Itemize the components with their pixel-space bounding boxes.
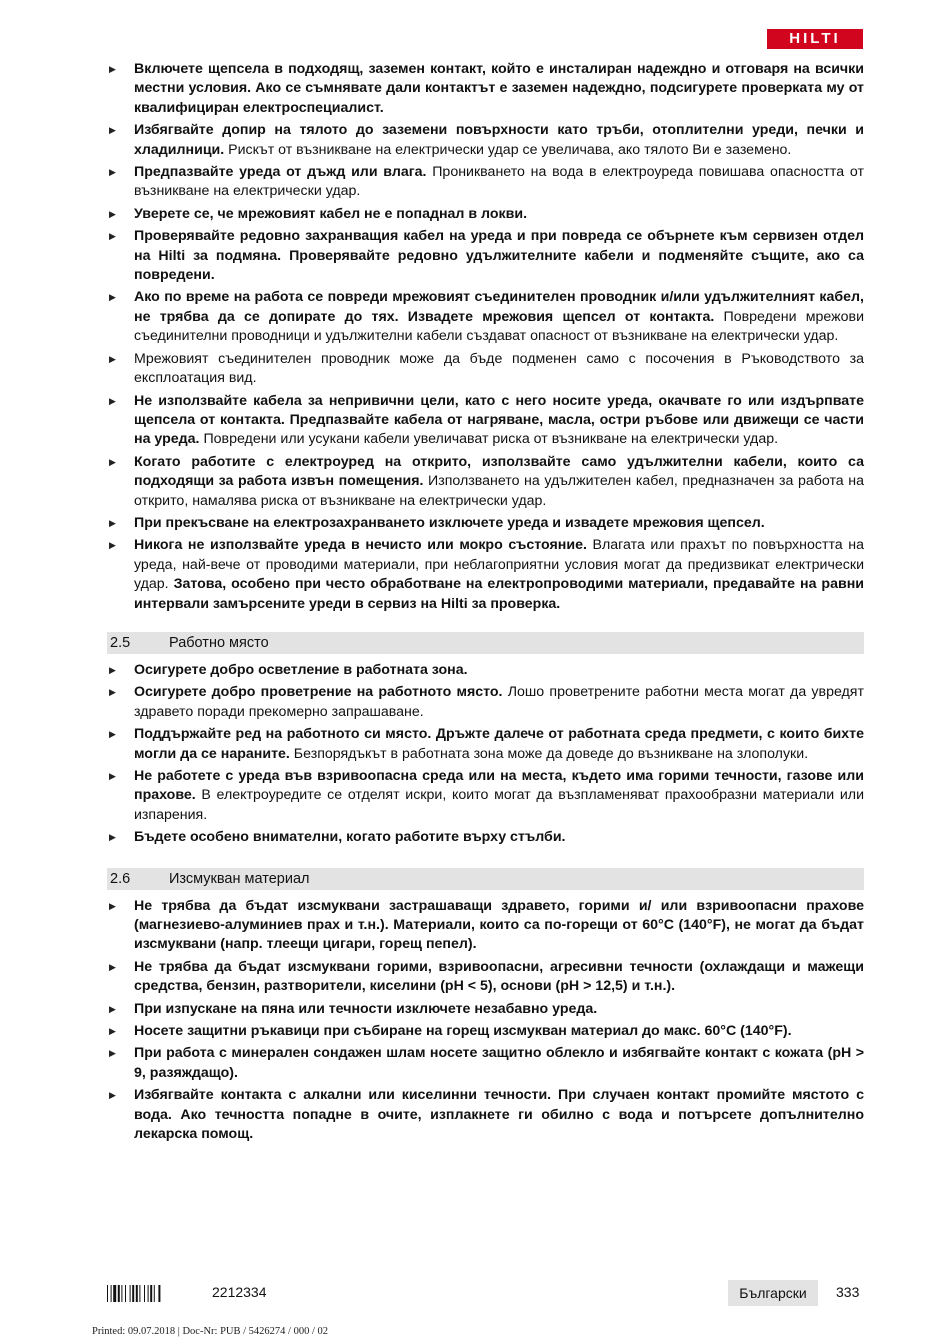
triangle-right-icon: ▶: [109, 900, 116, 911]
item-bold-text: Включете щепсела в подходящ, заземен контакт, който е инсталиран надеждно и отговаря на всички местни условия. Ако се съмнявате дали контактът е заземен надеждно, подсигурете проверката му от квалифициран електроспециалист.: [134, 61, 864, 116]
item-bold-text: При работа с минерален сондажен шлам носете защитно облекло и избягвайте контакт с кожата (pH > 9, разяждащо).: [134, 1045, 864, 1081]
list-item: [107, 60, 864, 118]
list-item: [107, 227, 864, 285]
list-item: [107, 163, 864, 202]
triangle-right-icon: ▶: [109, 208, 116, 219]
item-bold-text: Когато работите с електроуред на открито, използвайте само удължителни кабели, които са подходящи за работа извън помещения.: [134, 453, 864, 490]
section-title: Изсмукван материал: [169, 870, 310, 887]
triangle-right-icon: ▶: [109, 395, 116, 406]
triangle-right-icon: ▶: [109, 64, 116, 74]
barcode-icon: [107, 1285, 191, 1302]
item-bold-text: Не използвайте кабела за непривични цели, като с него носите уреда, окачвате го или издърпвате щепсела от контакта. Предпазвайте кабела от нагряване, масла, остри ръбове или движещи се части на уреда.: [134, 392, 864, 448]
item-text: Повредени или усукани кабели увеличават риска от възникване на електрически удар.: [199, 431, 779, 448]
item-bold-text: Предпазвайте уреда от дъжд или влага.: [134, 164, 427, 181]
list-item: [107, 725, 864, 764]
item-bold-text: Не трябва да бъдат изсмуквани застрашаващи здравето, горими и/ или взривоопасни прахове (магнезиево-алуминиев прах и т.н.). Материали, които са по-горещи от 60°C (140°F), не могат да бъдат изсмуквани (напр. тлеещи цигари, горещ пепел).: [134, 897, 864, 953]
logo-text: HILTI: [789, 30, 841, 47]
item-text: Повредени мрежови съединителни проводници и удължителни кабели създават опасност от възникване на електрически удар.: [134, 308, 864, 345]
page-number: 333: [836, 1284, 860, 1300]
item-text: Проникването на вода в електроуреда повишава опасността от възникване на електрически удар.: [134, 164, 864, 200]
language-label: Български: [728, 1280, 818, 1306]
list-item: [107, 767, 864, 825]
triangle-right-icon: ▶: [109, 125, 116, 136]
triangle-right-icon: ▶: [109, 1026, 116, 1037]
item-text: Влагата или прахът по повърхността на уреда, най-вече от проводими материали, при неблагоприятни условия могат да предизвикат електрически удар.: [134, 537, 864, 593]
item-bold-text: Носете защитни ръкавици при събиране на горещ изсмукван материал до макс. 60°C (140°F).: [134, 1023, 792, 1040]
list-item: [107, 205, 864, 224]
triangle-right-icon: ▶: [109, 1048, 116, 1059]
list-item: [107, 661, 864, 680]
list-item: [107, 828, 864, 847]
list-item: [107, 683, 864, 722]
item-text: Лошо проветрените работни места могат да увредят здравето поради прекомерно запрашаване.: [134, 684, 864, 720]
triangle-right-icon: ▶: [109, 771, 116, 781]
item-text: Използването на удължителен кабел, предназначен за работа на открито, намалява риска от възникване на електрически удар.: [134, 473, 864, 509]
item-bold-text: Осигурете добро проветрение на работното място.: [134, 684, 503, 701]
triangle-right-icon: ▶: [109, 353, 116, 364]
hilti-logo: [767, 29, 863, 49]
triangle-right-icon: ▶: [109, 167, 116, 178]
item-bold-text: Поддържайте ред на работното си място. Дръжте далече от работната среда предмети, с които бихте могли да се нараните.: [134, 726, 864, 762]
workplace-bullet-list: [107, 661, 864, 848]
section-header-2-5: [107, 632, 864, 654]
item-bold-text: Избягвайте допир на тялото до заземени повърхности като тръби, отоплителни уреди, печки и хладилници.: [134, 122, 864, 158]
triangle-right-icon: ▶: [109, 517, 116, 528]
item-bold-text: Затова, особено при често обработване на електропроводими материали, предавайте на равни интервали замърсените уреди в сервиз на Hilti за проверка.: [134, 576, 864, 612]
item-text: Безпорядъкът в работната зона може да доведе до възникване на злополуки.: [289, 745, 809, 762]
section-header-2-6: [107, 868, 864, 890]
triangle-right-icon: ▶: [109, 456, 116, 467]
triangle-right-icon: ▶: [109, 832, 116, 843]
list-item: [107, 1022, 864, 1041]
item-bold-text: Осигурете добро осветление в работната зона.: [134, 661, 468, 678]
item-text: Рискът от възникване на електрически удар се увеличава, ако тялото Ви е заземено.: [224, 141, 792, 158]
section-title: Работно място: [169, 634, 269, 651]
triangle-right-icon: ▶: [109, 1090, 116, 1101]
page-content: [107, 60, 864, 1148]
triangle-right-icon: ▶: [109, 231, 116, 242]
print-info: Printed: 09.07.2018 | Doc-Nr: PUB / 5426274 / 000 / 02: [92, 1326, 329, 1337]
list-item: [107, 453, 864, 511]
section-number: 2.6: [110, 870, 131, 887]
triangle-right-icon: ▶: [109, 687, 116, 698]
item-bold-text: Ако по време на работа се повреди мрежовият съединителен проводник и/или удължителният кабел, не трябва да се допирате до тях. Извадете мрежовия щепсел от контакта.: [134, 289, 864, 325]
item-bold-text: Уверете се, че мрежовият кабел не е попаднал в локви.: [134, 205, 528, 222]
triangle-right-icon: ▶: [109, 664, 116, 675]
item-text: Мрежовият съединителен проводник може да бъде подменен само с посочения в Ръководството за експлоатация вид.: [134, 350, 864, 387]
list-item: [107, 350, 864, 389]
triangle-right-icon: ▶: [109, 1003, 116, 1014]
item-text: В електроуредите се отделят искри, които могат да възпламеняват прахообразни материали или изпарения.: [134, 787, 864, 823]
list-item: [107, 514, 864, 533]
item-bold-text: Бъдете особено внимателни, когато работите върху стълби.: [134, 829, 566, 846]
section-number: 2.5: [110, 634, 131, 651]
item-bold-text: Никога не използвайте уреда в нечисто или мокро състояние.: [134, 537, 587, 554]
item-bold-text: Проверявайте редовно захранващия кабел на уреда и при повреда се обърнете към сервизен отдел на Hilti за подмяна. Проверявайте редовно удължителните кабели и подменяйте същите, ако са повредени.: [134, 228, 864, 284]
list-item: [107, 121, 864, 160]
intro-bullet-list: [107, 60, 864, 614]
list-item: [107, 1044, 864, 1083]
doc-code: 2212334: [212, 1284, 267, 1300]
item-bold-text: Не работете с уреда във взривоопасна среда или на места, където има горими течности, газове или прахове.: [134, 768, 864, 804]
triangle-right-icon: ▶: [109, 540, 116, 551]
triangle-right-icon: ▶: [109, 729, 116, 740]
item-bold-text: При прекъсване на електрозахранването изключете уреда и извадете мрежовия щепсел.: [134, 514, 765, 531]
triangle-right-icon: ▶: [109, 292, 116, 303]
item-bold-text: Не трябва да бъдат изсмуквани горими, взривоопасни, агресивни течности (охлаждащи и мажещи средства, бензин, разтворители, киселини (pH < 5), основи (pH > 12,5) и т.н.).: [134, 958, 864, 995]
list-item: [107, 288, 864, 346]
triangle-right-icon: ▶: [109, 961, 116, 972]
list-item: [107, 1086, 864, 1144]
list-item: [107, 392, 864, 450]
list-item: [107, 958, 864, 997]
item-bold-text: При изпускане на пяна или течности изключете незабавно уреда.: [134, 1000, 598, 1017]
list-item: [107, 536, 864, 614]
list-item: [107, 1000, 864, 1019]
extracted-material-bullet-list: [107, 897, 864, 1145]
list-item: [107, 897, 864, 955]
item-bold-text: Избягвайте контакта с алкални или киселинни течности. При случаен контакт промийте мястото с вода. Ако течността попадне в очите, изплакнете ги обилно с вода и потърсете допълнително лекарска помощ.: [134, 1087, 864, 1143]
